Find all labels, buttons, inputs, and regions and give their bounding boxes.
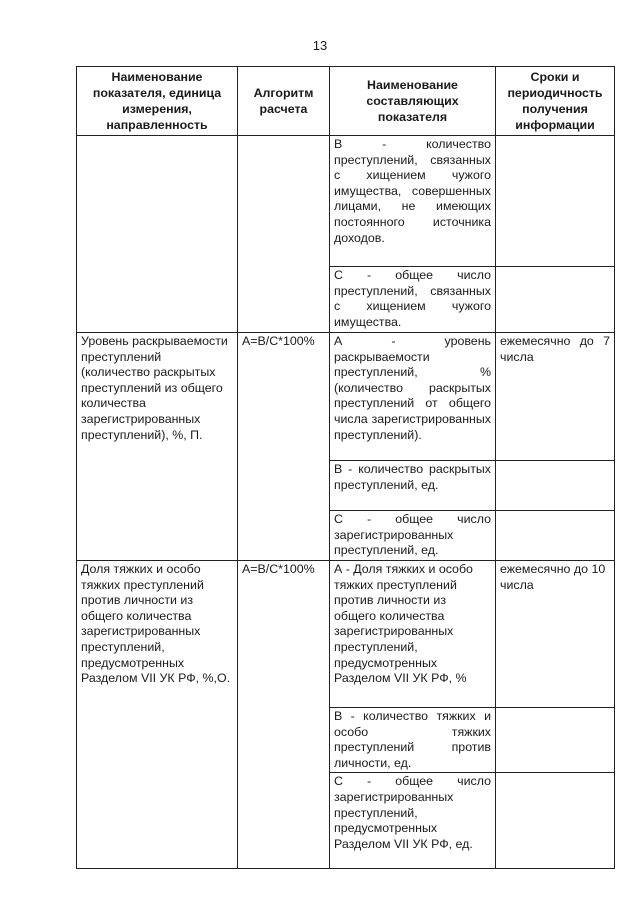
component-cell: С - общее число преступлений, связанных с хищением чужого имущества. bbox=[330, 267, 496, 333]
timing-cell-empty bbox=[496, 773, 615, 869]
component-cell: А - Доля тяжких и особо тяжких преступлений против личности из общего количества зарегистрированных преступлений, предусмотренных Разделом VII УК РФ, % bbox=[330, 561, 496, 708]
timing-cell: ежемесячно до 7 числа bbox=[496, 333, 615, 461]
header-timing: Сроки и периодичность получения информации bbox=[496, 67, 615, 136]
table-row bbox=[77, 136, 615, 267]
timing-cell-empty bbox=[496, 461, 615, 511]
algorithm-cell: А=В/С*100% bbox=[238, 561, 330, 869]
indicators-table bbox=[76, 66, 615, 869]
component-cell: В - количество преступлений, связанных с хищением чужого имущества, совершенных лицами, не имеющих постоянного источника доходов. bbox=[330, 136, 496, 267]
algorithm-cell bbox=[238, 136, 330, 333]
algorithm-cell: А=В/С*100% bbox=[238, 333, 330, 561]
timing-cell-empty bbox=[496, 267, 615, 333]
header-algorithm: Алгоритм расчета bbox=[238, 67, 330, 136]
page-number: 13 bbox=[312, 38, 328, 53]
timing-cell-empty bbox=[496, 708, 615, 773]
timing-cell-empty bbox=[496, 511, 615, 561]
table-row bbox=[77, 561, 615, 708]
table-row bbox=[77, 333, 615, 461]
header-indicator: Наименование показателя, единица измерения, направленность bbox=[77, 67, 238, 136]
indicator-cell: Уровень раскрываемости преступлений (количество раскрытых преступлений из общего количества зарегистрированных преступлений), %, П. bbox=[77, 333, 238, 561]
table-header-row bbox=[77, 67, 615, 136]
indicator-cell: Доля тяжких и особо тяжких преступлений против личности из общего количества зарегистрированных преступлений, предусмотренных Разделом VII УК РФ, %,О. bbox=[77, 561, 238, 869]
component-cell: С - общее число зарегистрированных преступлений, предусмотренных Разделом VII УК РФ, ед. bbox=[330, 773, 496, 869]
component-cell: А - уровень раскрываемости преступлений, % (количество раскрытых преступлений от общего числа зарегистрированных преступлений). bbox=[330, 333, 496, 461]
component-cell: В - количество тяжких и особо тяжких преступлений против личности, ед. bbox=[330, 708, 496, 773]
indicator-cell bbox=[77, 136, 238, 333]
timing-cell: ежемесячно до 10 числа bbox=[496, 561, 615, 708]
timing-cell bbox=[496, 136, 615, 267]
component-cell: С - общее число зарегистрированных преступлений, ед. bbox=[330, 511, 496, 561]
header-components: Наименование составляющих показателя bbox=[330, 67, 496, 136]
component-cell: В - количество раскрытых преступлений, ед. bbox=[330, 461, 496, 511]
